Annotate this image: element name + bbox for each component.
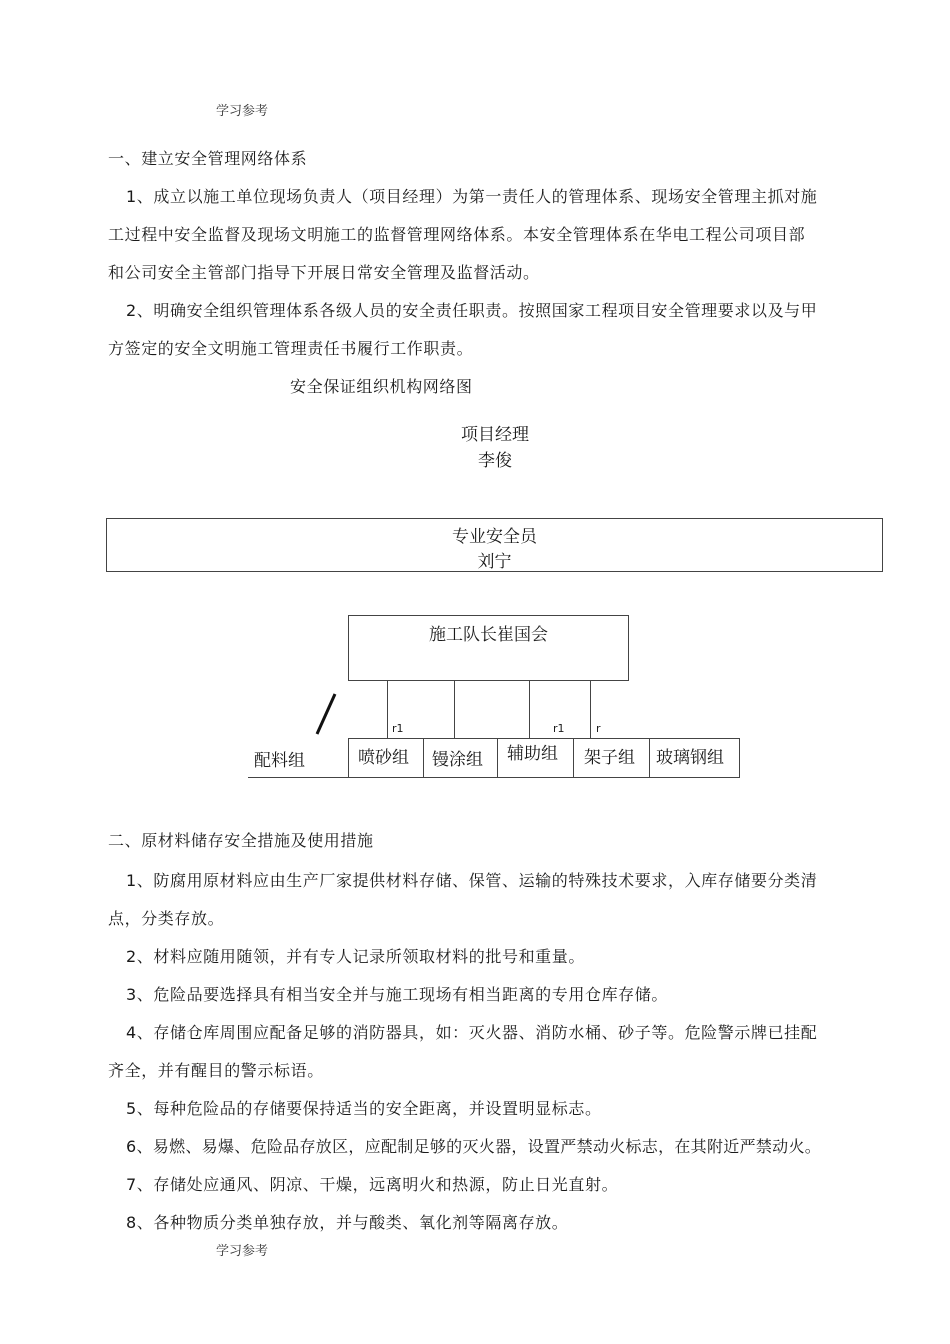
group-mantu: 镘涂组 — [432, 750, 483, 770]
group-divider — [649, 738, 650, 778]
group-boligang: 玻璃钢组 — [656, 748, 724, 768]
diagonal-connector — [300, 690, 340, 740]
section1-paragraph1-line3: 和公司安全主管部门指导下开展日常安全管理及监督活动。 — [108, 263, 540, 282]
group-fuzhu: 辅助组 — [507, 744, 558, 764]
section1-heading: 一、建立安全管理网络体系 — [108, 149, 308, 168]
section2-item2: 2、材料应随用随领，并有专人记录所领取材料的批号和重量。 — [126, 947, 585, 966]
section2-item3: 3、危险品要选择具有相当安全并与施工现场有相当距离的专用仓库存储。 — [126, 985, 668, 1004]
connector-mark: r — [596, 722, 601, 735]
connector-mark: r1 — [553, 722, 565, 735]
team-leader-label: 施工队长崔国会 — [429, 625, 548, 645]
section1-paragraph2-line2: 方签定的安全文明施工管理责任书履行工作职责。 — [108, 339, 474, 358]
group-peiliao: 配料组 — [254, 751, 305, 771]
group-divider — [497, 738, 498, 778]
groups-baseline — [248, 777, 740, 778]
connector-mark: r1 — [392, 722, 404, 735]
group-divider — [739, 738, 740, 778]
team-leader-box — [348, 615, 629, 681]
page-header: 学习参考 — [216, 104, 269, 119]
section2-item1-line2: 点，分类存放。 — [108, 909, 225, 928]
page-footer: 学习参考 — [216, 1244, 269, 1259]
group-divider — [573, 738, 574, 778]
connector-line — [454, 680, 455, 738]
section2-item6: 6、易燃、易爆、危险品存放区，应配制足够的灭火器，设置严禁动火标志，在其附近严禁动火。 — [126, 1137, 822, 1156]
section2-item7: 7、存储处应通风、阴凉、干燥，远离明火和热源，防止日光直射。 — [126, 1175, 619, 1194]
section2-item1-line1: 1、防腐用原材料应由生产厂家提供材料存储、保管、运输的特殊技术要求，入库存储要分类清 — [126, 871, 818, 890]
section2-item5: 5、每种危险品的存储要保持适当的安全距离，并设置明显标志。 — [126, 1099, 602, 1118]
safety-officer-role: 专业安全员 — [452, 527, 537, 547]
section1-paragraph1-line2: 工过程中安全监督及现场文明施工的监督管理网络体系。本安全管理体系在华电工程公司项目部 — [108, 225, 806, 244]
chart-title: 安全保证组织机构网络图 — [290, 377, 473, 396]
section2-item8: 8、各种物质分类单独存放，并与酸类、氧化剂等隔离存放。 — [126, 1213, 569, 1232]
section2-item4-line2: 齐全，并有醒目的警示标语。 — [108, 1061, 324, 1080]
group-divider — [348, 738, 349, 778]
section2-heading: 二、原材料储存安全措施及使用措施 — [108, 831, 374, 850]
section1-paragraph1-line1: 1、成立以施工单位现场负责人（项目经理）为第一责任人的管理体系、现场安全管理主抓对施 — [126, 187, 818, 206]
safety-officer-name: 刘宁 — [477, 552, 512, 572]
group-jiazi: 架子组 — [584, 748, 635, 768]
section2-item4-line1: 4、存储仓库周围应配备足够的消防器具，如：灭火器、消防水桶、砂子等。危险警示牌已挂配 — [126, 1023, 818, 1042]
safety-officer-box — [106, 518, 883, 572]
manager-role: 项目经理 — [461, 425, 529, 445]
connector-line — [387, 680, 388, 738]
connector-line — [590, 680, 591, 738]
section1-paragraph2-line1: 2、明确安全组织管理体系各级人员的安全责任职责。按照国家工程项目安全管理要求以及与甲 — [126, 301, 818, 320]
group-divider — [423, 738, 424, 778]
connector-line — [529, 680, 530, 738]
manager-name: 李俊 — [478, 451, 512, 471]
group-pensha: 喷砂组 — [358, 748, 409, 768]
